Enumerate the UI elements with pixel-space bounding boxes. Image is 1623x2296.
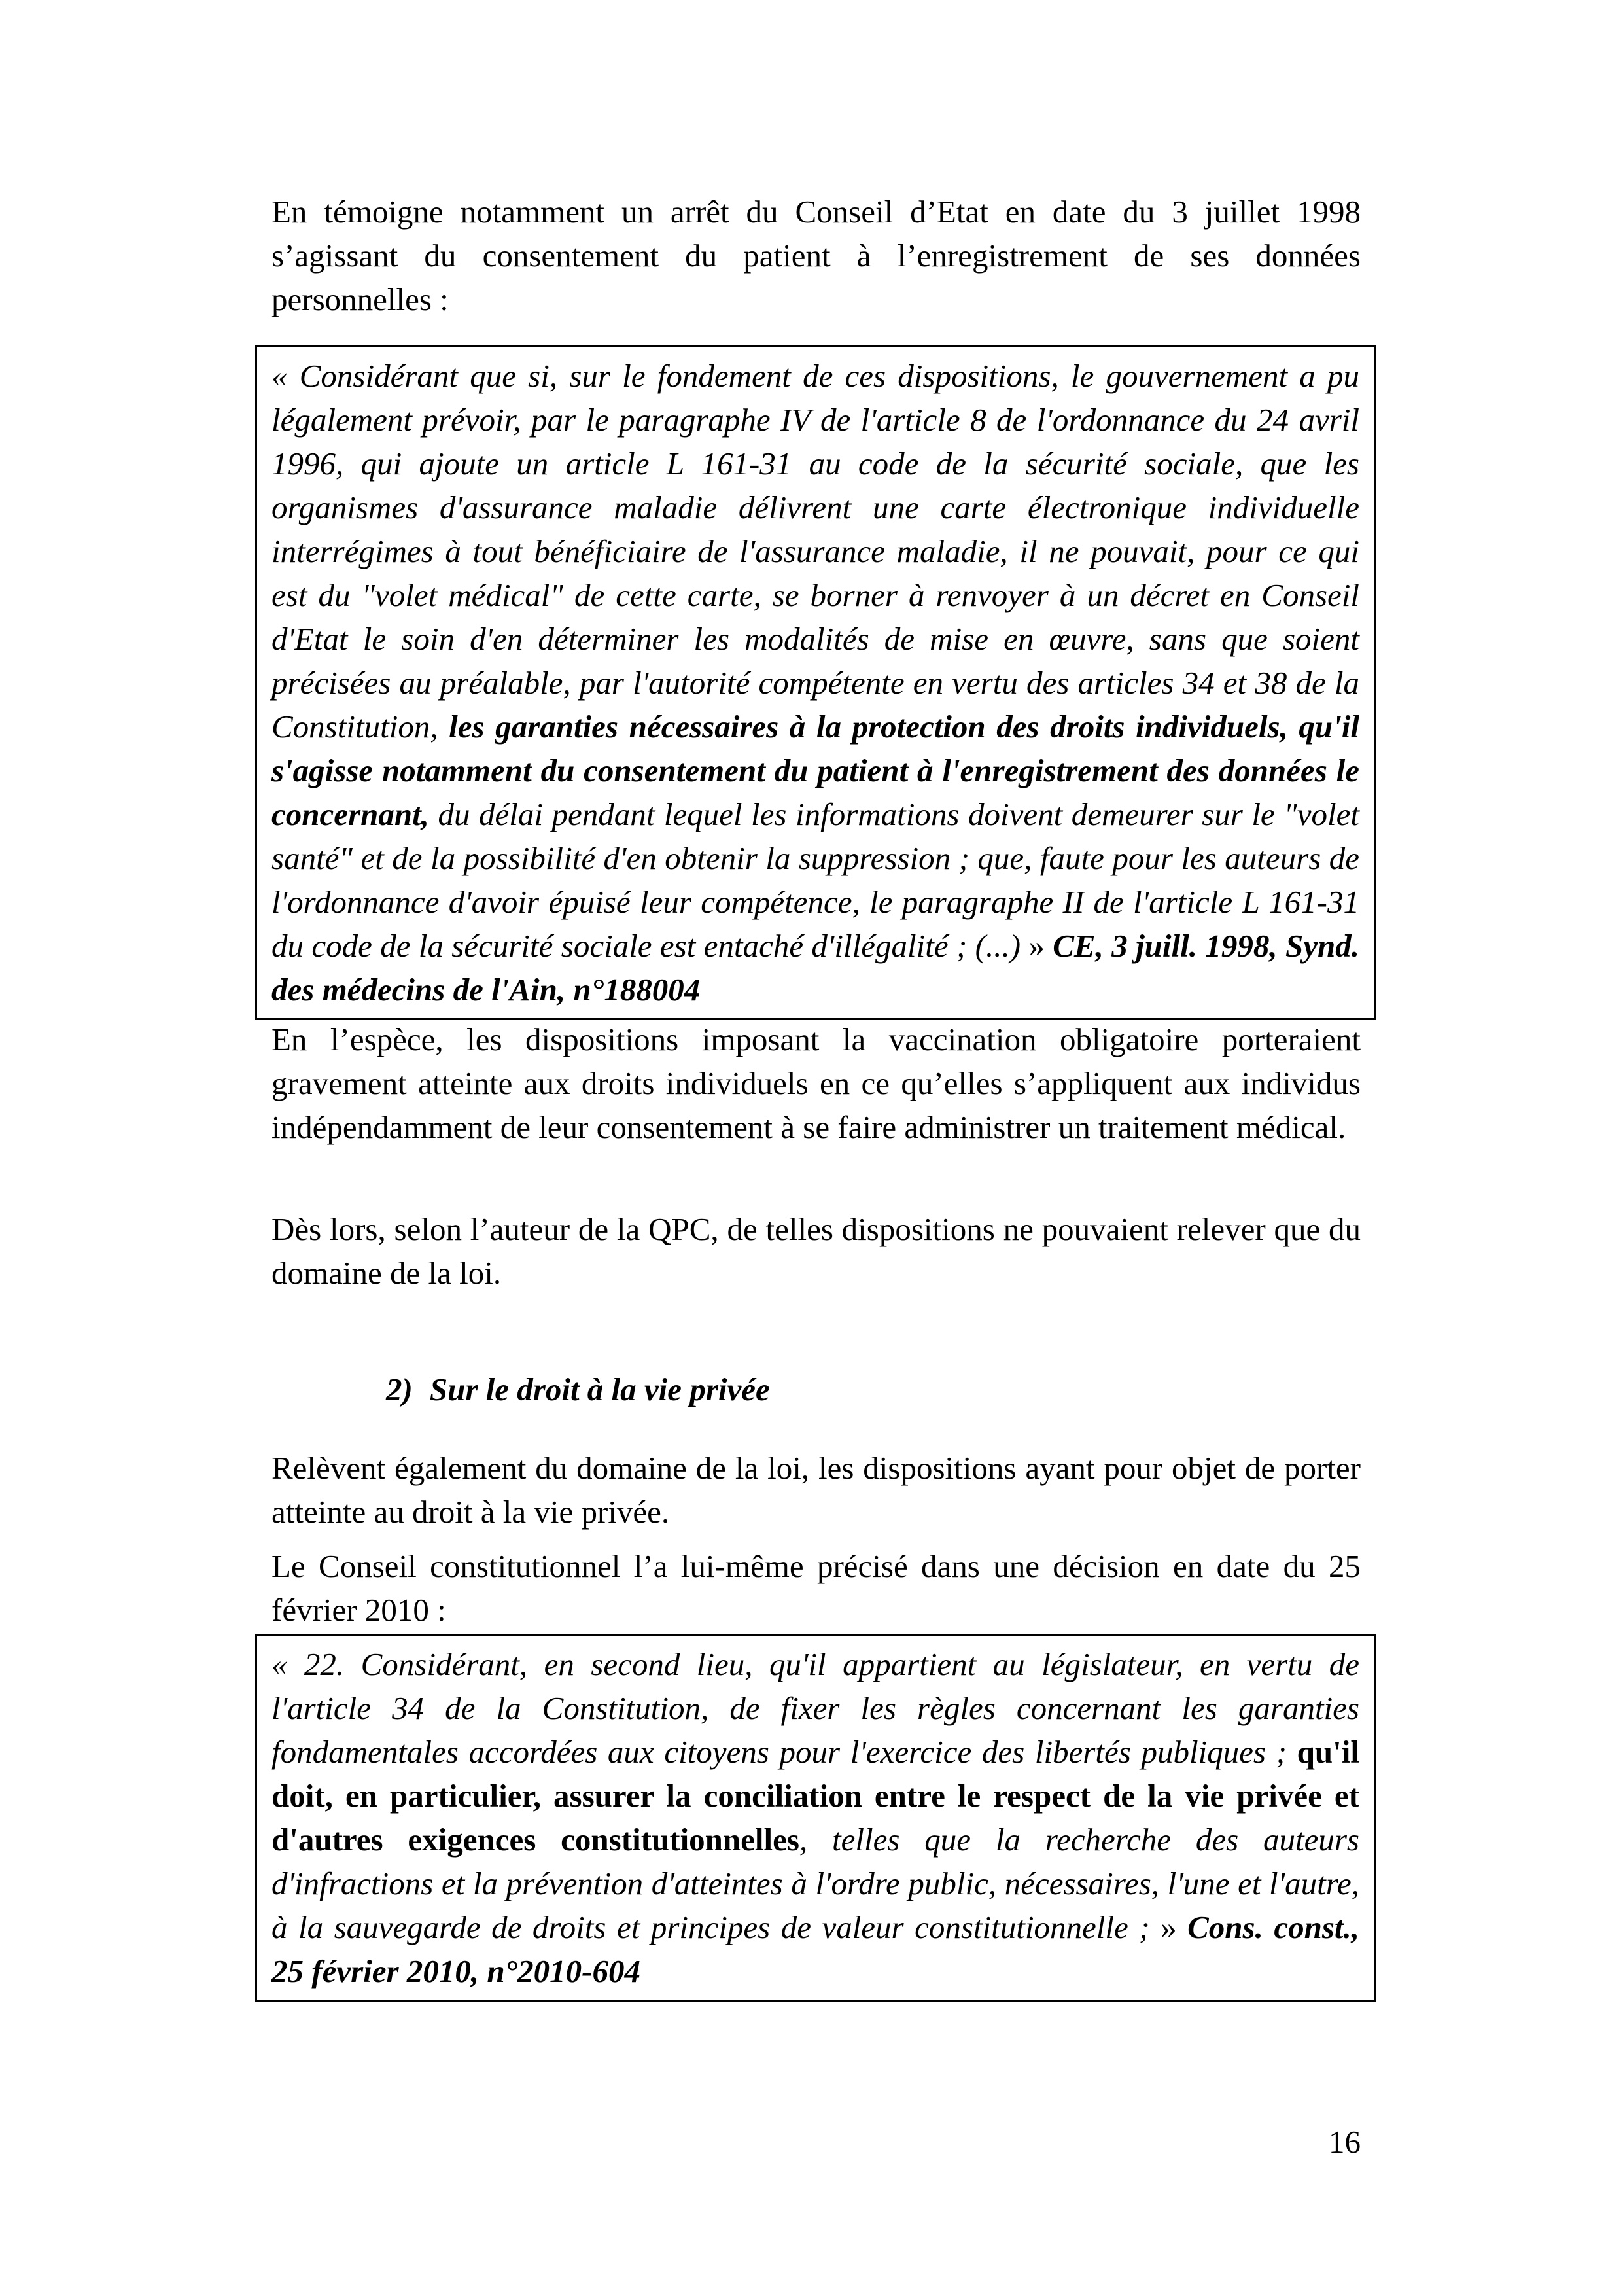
- paragraph-relevent: Relèvent également du domaine de la loi, les dispositions ayant pour objet de porter atteinte au droit à la vie privée.: [271, 1450, 1361, 1530]
- quote-2-close: »: [1149, 1909, 1188, 1945]
- quote-box-ce-1998: [255, 345, 1376, 1020]
- quote-1-citation: CE, 3 juill. 1998, Synd. des médecins de l'Ain, n°188004: [271, 928, 1359, 1008]
- quote-text-ce-1998: [271, 354, 1359, 1012]
- quote-1-close: »: [1021, 928, 1053, 964]
- page-number: 16: [1329, 2124, 1361, 2160]
- quote-1-part-1: « Considérant que si, sur le fondement de ces dispositions, le gouvernement a pu légalement prévoir, par le paragraphe IV de l'article 8 de l'ordonnance du 24 avril 1996, qui ajoute un article L 161-31 au code de la sécurité sociale, que les organismes d'assurance maladie délivrent une carte électronique individuelle interrégimes à tout bénéficiaire de l'assurance maladie, il ne pouvait, pour ce qui est du "volet médical" de cette carte, se borner à renvoyer à un décret en Conseil d'Etat le soin d'en déterminer les modalités de mise en œuvre, sans que soient précisées au préalable, par l'autorité compétente en vertu des articles 34 et 38 de la Constitution,: [271, 358, 1359, 745]
- paragraph-espece: En l’espèce, les dispositions imposant la vaccination obligatoire porteraient gravement atteinte aux droits individuels en ce qu’elles s’appliquent aux individus indépendamment de leur consentement à se faire administrer un traitement médical.: [271, 1021, 1361, 1145]
- quote-text-cc-2010: [271, 1642, 1359, 1993]
- quote-2-bold: qu'il doit, en particulier, assurer la conciliation entre le respect de la vie privée et d'autres exigences constitutionnelles: [271, 1734, 1359, 1858]
- section-heading: [386, 1368, 770, 1411]
- paragraph-conseil: Le Conseil constitutionnel l’a lui-même précisé dans une décision en date du 25 février 2010 :: [271, 1548, 1361, 1628]
- quote-1-bold: les garanties nécessaires à la protection des droits individuels, qu'il s'agisse notamment du consentement du patient à l'enregistrement des données le concernant,: [271, 709, 1359, 832]
- quote-2-part-1: « 22. Considérant, en second lieu, qu'il appartient au législateur, en vertu de l'article 34 de la Constitution, de fixer les règles concernant les garanties fondamentales accordées aux citoyens pour l'exercice des libertés publiques ;: [271, 1646, 1359, 1770]
- quote-1-part-2: du délai pendant lequel les informations doivent demeurer sur le "volet santé" et de la possibilité d'en obtenir la suppression ; que, faute pour les auteurs de l'ordonnance d'avoir épuisé leur compétence, le paragraphe II de l'article L 161-31 du code de la sécurité sociale est entaché d'illégalité ; (...): [271, 796, 1359, 964]
- section-heading-number: 2): [386, 1371, 413, 1407]
- paragraph-des-lors: Dès lors, selon l’auteur de la QPC, de telles dispositions ne pouvaient relever que du domaine de la loi.: [271, 1211, 1361, 1291]
- quote-2-part-2: , telles que la recherche des auteurs d'infractions et la prévention d'atteintes à l'ordre public, nécessaires, l'une et l'autre, à la sauvegarde de droits et principes de valeur constitutionnelle ;: [271, 1822, 1359, 1945]
- section-heading-text: Sur le droit à la vie privée: [429, 1371, 770, 1407]
- paragraph-intro-ce: En témoigne notamment un arrêt du Conseil d’Etat en date du 3 juillet 1998 s’agissant du consentement du patient à l’enregistrement de ses données personnelles :: [271, 194, 1361, 317]
- quote-2-citation: Cons. const., 25 février 2010, n°2010-604: [271, 1909, 1359, 1989]
- quote-box-cc-2010: [255, 1634, 1376, 2002]
